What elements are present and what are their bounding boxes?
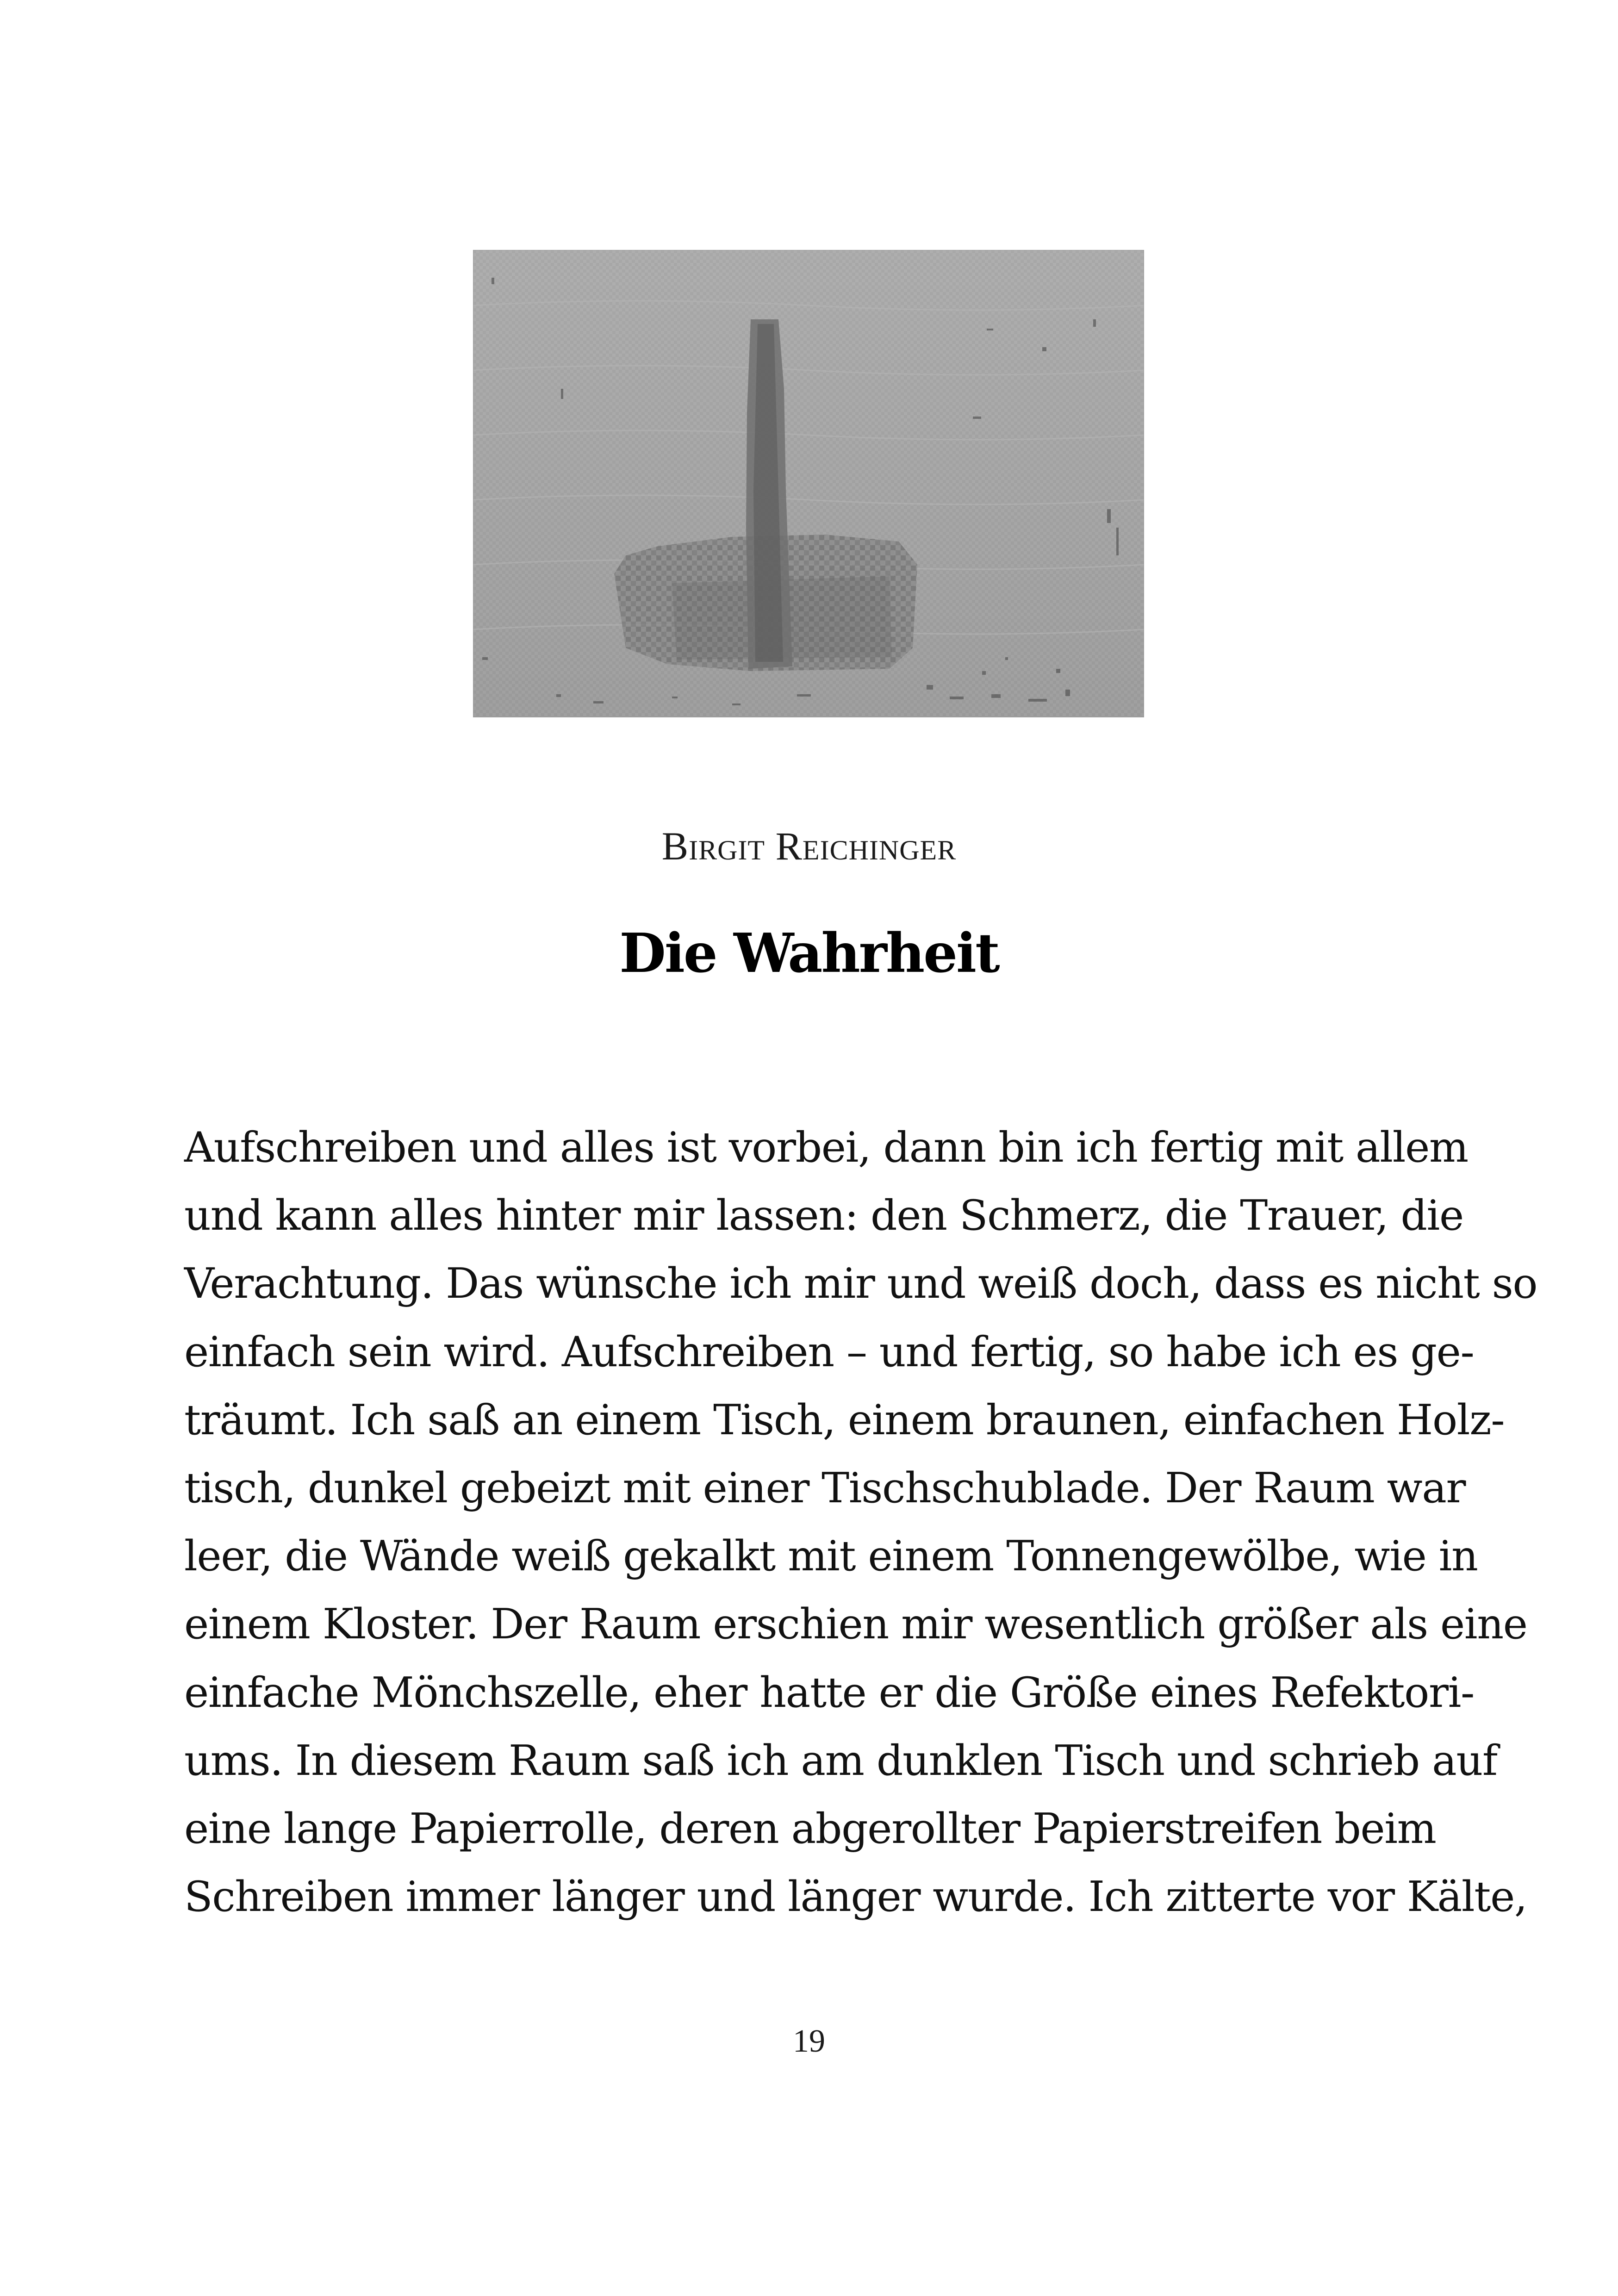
body-line: Verachtung. Das wünsche ich mir und weiß doch, dass es nicht so [184, 1259, 1537, 1308]
body-line: und kann alles hinter mir lassen: den Schmerz, die Trauer, die [184, 1191, 1463, 1240]
body-line: leer, die Wände weiß gekalkt mit einem Tonnengewölbe, wie in [184, 1532, 1478, 1581]
artwork-svg [473, 250, 1144, 717]
body-line: Aufschreiben und alles ist vorbei, dann bin ich fertig mit allem [184, 1123, 1468, 1172]
body-line: einfache Mönchszelle, eher hatte er die Größe eines Refektori- [184, 1668, 1474, 1717]
artwork-image [473, 250, 1144, 717]
body-line: träumt. Ich saß an einem Tisch, einem braunen, einfachen Holz- [184, 1395, 1505, 1444]
page-number: 19 [793, 2023, 825, 2059]
chapter-title: Die Wahrheit [619, 922, 999, 985]
author-name: Birgit Reichinger [661, 824, 957, 868]
body-line: tisch, dunkel gebeizt mit einer Tischschublade. Der Raum war [184, 1464, 1466, 1513]
body-line: Schreiben immer länger und länger wurde. Ich zitterte vor Kälte, [184, 1873, 1527, 1922]
body-line: einfach sein wird. Aufschreiben – und fertig, so habe ich es ge- [184, 1327, 1474, 1376]
body-line: eine lange Papierrolle, deren abgerollter Papierstreifen beim [184, 1804, 1436, 1854]
body-text [184, 1114, 1537, 1931]
body-line: ums. In diesem Raum saß ich am dunklen Tisch und schrieb auf [184, 1736, 1497, 1785]
body-line: einem Kloster. Der Raum erschien mir wesentlich größer als eine [184, 1600, 1527, 1649]
